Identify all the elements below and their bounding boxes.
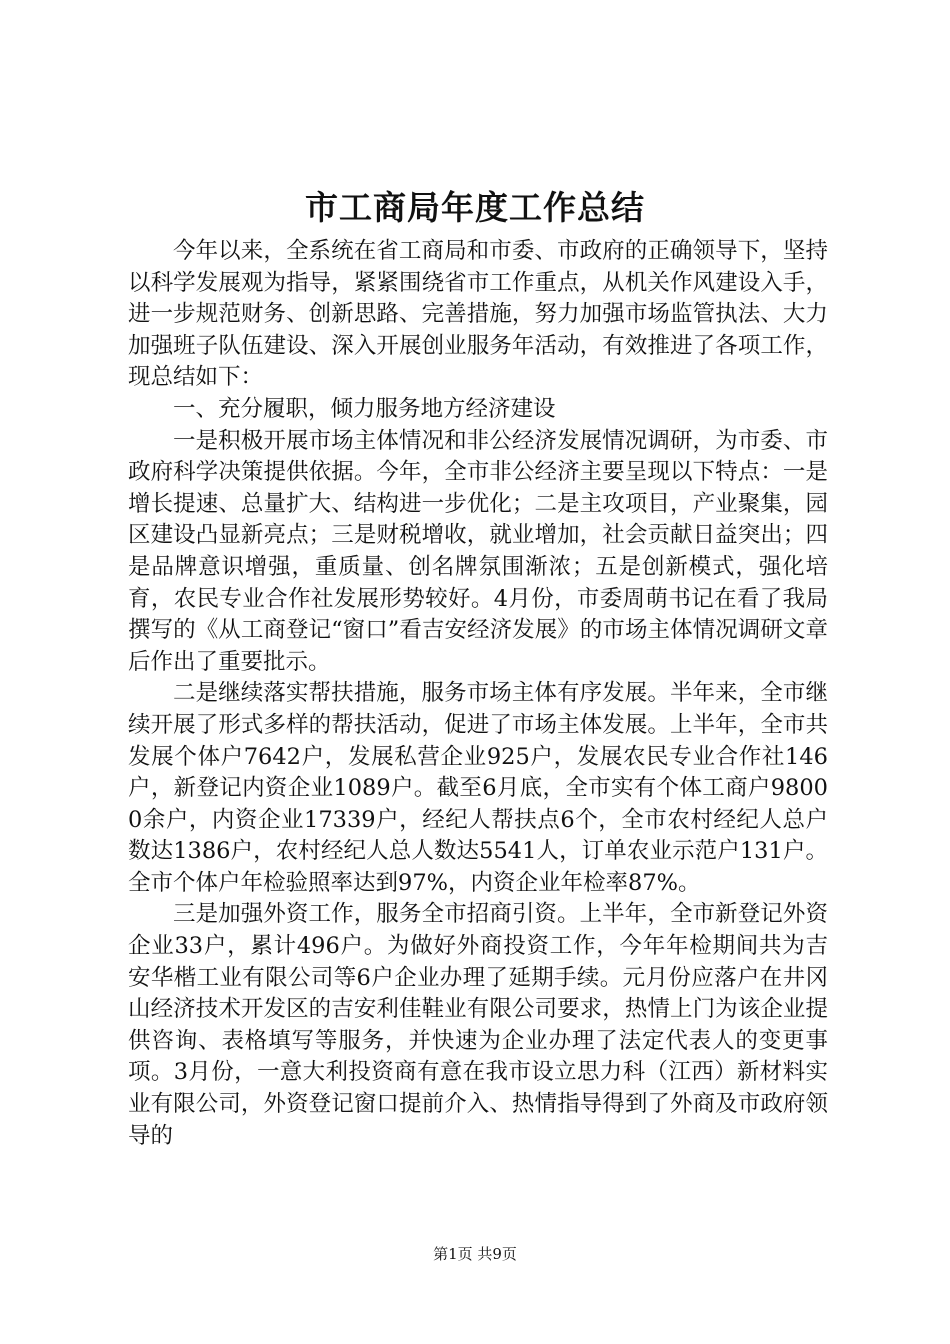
paragraph-intro: 今年以来，全系统在省工商局和市委、市政府的正确领导下，坚持以科学发展观为指导，紧紧围绕省市工作重点，从机关作风建设入手，进一步规范财务、创新思路、完善措施，努力加强市场监管执法、大力加强班子队伍建设、深入开展创业服务年活动，有效推进了各项工作，现总结如下： bbox=[128, 238, 828, 391]
paragraph-point-1: 一是积极开展市场主体情况和非公经济发展情况调研，为市委、市政府科学决策提供依据。今年，全市非公经济主要呈现以下特点：一是增长提速、总量扩大、结构进一步优化；二是主攻项目，产业聚集，园区建设凸显新亮点；三是财税增收，就业增加，社会贡献日益突出；四是品牌意识增强，重质量、创名牌氛围渐浓；五是创新模式，强化培育，农民专业合作社发展形势较好。4月份，市委周萌书记在看了我局撰写的《从工商登记“窗口”看吉安经济发展》的市场主体情况调研文章后作出了重要批示。 bbox=[128, 427, 828, 675]
paragraph-point-3: 三是加强外资工作，服务全市招商引资。上半年，全市新登记外资企业33户，累计496户。为做好外商投资工作，今年年检期间共为吉安华楷工业有限公司等6户企业办理了延期手续。元月份应落户在井冈山经济技术开发区的吉安利佳鞋业有限公司要求，热情上门为该企业提供咨询、表格填写等服务，并快速为企业办理了法定代表人的变更事项。3月份，一意大利投资商有意在我市设立思力科（江西）新材料实业有限公司，外资登记窗口提前介入、热情指导得到了外商及市政府领导的 bbox=[128, 901, 828, 1149]
section-heading-1: 一、充分履职，倾力服务地方经济建设 bbox=[173, 395, 556, 422]
page-footer: 第1页 共9页 bbox=[433, 1245, 517, 1263]
document-body bbox=[128, 236, 828, 1152]
paragraph-point-2: 二是继续落实帮扶措施，服务市场主体有序发展。半年来，全市继续开展了形式多样的帮扶活动，促进了市场主体发展。上半年，全市共发展个体户7642户，发展私营企业925户，发展农民专业合作社146户，新登记内资企业1089户。截至6月底，全市实有个体工商户98000余户，内资企业17339户，经纪人帮扶点6个，全市农村经纪人总户数达1386户，农村经纪人总人数达5541人，订单农业示范户131户。全市个体户年检验照率达到97%，内资企业年检率87%。 bbox=[128, 680, 828, 896]
document-title: 市工商局年度工作总结 bbox=[305, 188, 645, 227]
